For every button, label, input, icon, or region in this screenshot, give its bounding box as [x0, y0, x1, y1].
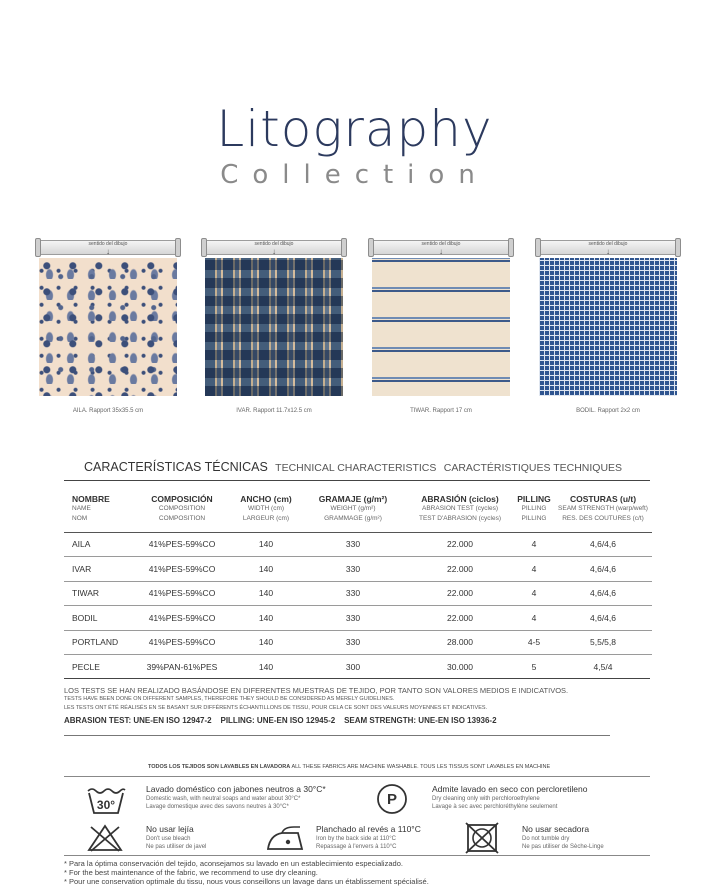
- spec-table: [64, 490, 652, 679]
- cell-abrasion: 22.000: [447, 612, 473, 623]
- cell-seam: 4,5/4: [593, 662, 613, 672]
- cell-composition: 41%PES-59%CO: [148, 563, 216, 574]
- care-no-bleach-en: Don't use bleach: [146, 836, 191, 842]
- test-notes: [64, 686, 664, 725]
- swatch-ivar: [201, 236, 347, 396]
- swatch-bodil: [535, 236, 681, 396]
- table-row: [64, 630, 652, 655]
- care-no-tumble-dry: [522, 824, 604, 851]
- cell-pilling: 5: [531, 662, 537, 672]
- cell-weight: 330: [345, 539, 361, 550]
- no-bleach-icon: [86, 823, 124, 853]
- swatch-caption: IVAR. Rapport 11.7x12.5 cm: [236, 408, 312, 414]
- cell-name: AILA: [72, 539, 91, 550]
- cell-width: 140: [258, 662, 274, 672]
- col-header-pilling: PILLING PILLING PILLING: [517, 494, 551, 522]
- roll-direction-label: sentido del dibujo: [588, 241, 628, 247]
- care-heading-en-fr: ALL THESE FABRICS ARE MACHINE WASHABLE. TOUS LES TISSUS SONT LAVABLES EN MACHINE: [291, 764, 551, 770]
- cell-weight: 300: [345, 662, 361, 672]
- table-row: [64, 606, 652, 631]
- col-header-weight: GRAMAJE (g/m²) WEIGHT (g/m²) GRAMMAGE (g/m²): [318, 494, 388, 522]
- cell-composition: 39%PAN-61%PES: [146, 662, 218, 672]
- care-no-bleach-es: No usar lejía: [146, 824, 194, 834]
- cell-abrasion: 22.000: [447, 539, 473, 550]
- footer-note-fr: * Pour une conservation optimale du tissu, nous vous conseillons un lavage dans un établissement spécialisé.: [64, 877, 429, 886]
- cell-composition: 41%PES-59%CO: [148, 539, 216, 550]
- cell-name: PORTLAND: [72, 637, 119, 648]
- swatch-caption: TIWAR. Rapport 17 cm: [410, 408, 472, 414]
- cell-name: PECLE: [72, 662, 100, 672]
- col-header-seam: COSTURAS (u/t) SEAM STRENGTH (warp/weft) RES. DES COUTURES (c/t): [558, 494, 648, 522]
- cell-pilling: 4-5: [527, 637, 541, 648]
- cell-composition: 41%PES-59%CO: [148, 612, 216, 623]
- tech-title-es: CARACTERÍSTICAS TÉCNICAS: [84, 460, 268, 474]
- cell-seam: 4,6/4,6: [590, 563, 616, 574]
- cell-abrasion: 30.000: [447, 662, 473, 672]
- care-iron-fr: Repassage à l'envers à 110°C: [316, 844, 397, 850]
- cell-pilling: 4: [531, 563, 537, 574]
- care-no-bleach-fr: Ne pas utiliser de javel: [146, 844, 207, 850]
- cell-weight: 330: [345, 612, 361, 623]
- col-header-width: ANCHO (cm) WIDTH (cm) LARGEUR (cm): [240, 494, 292, 522]
- table-row: [64, 532, 652, 557]
- cell-pilling: 4: [531, 539, 537, 550]
- section-divider: [64, 678, 650, 679]
- arrow-down-icon: ↓: [606, 247, 610, 256]
- care-dry-clean-fr: Lavage à sec avec perchloréthylène seulement: [432, 804, 558, 810]
- cell-abrasion: 28.000: [447, 637, 473, 648]
- fabric-pattern-floral: [39, 258, 177, 396]
- cell-width: 140: [258, 563, 274, 574]
- roll-direction-label: sentido del dibujo: [254, 241, 294, 247]
- cell-composition: 41%PES-59%CO: [148, 637, 216, 648]
- dry-clean-p-icon: [376, 783, 408, 815]
- footer-note-en: * For the best maintenance of the fabric, we recommend to use dry cleaning.: [64, 868, 318, 877]
- care-no-tumble-dry-en: Do not tumble dry: [522, 836, 570, 842]
- cell-name: TIWAR: [72, 588, 100, 599]
- table-row: [64, 655, 652, 680]
- care-wash-en: Domestic wash, with neutral soaps and water about 30°C*: [146, 796, 301, 802]
- cell-abrasion: 22.000: [447, 588, 473, 599]
- cell-weight: 330: [345, 588, 361, 599]
- cell-weight: 330: [345, 563, 361, 574]
- table-row: [64, 581, 652, 606]
- care-wash: [146, 784, 326, 811]
- footer-notes: [64, 859, 429, 887]
- care-dry-clean-es: Admite lavado en seco con percloretileno: [432, 784, 588, 794]
- cell-seam: 4,6/4,6: [590, 612, 616, 623]
- cell-abrasion: 22.000: [447, 563, 473, 574]
- care-wash-fr: Lavage domestique avec des savons neutres à 30°C*: [146, 804, 289, 810]
- care-no-bleach: [146, 824, 206, 851]
- fabric-roll: [535, 236, 681, 258]
- arrow-down-icon: ↓: [272, 247, 276, 256]
- fabric-roll: [368, 236, 514, 258]
- table-row: [64, 557, 652, 582]
- note-es: LOS TESTS SE HAN REALIZADO BASÁNDOSE EN DIFERENTES MUESTRAS DE TEJIDO, POR TANTO SON VALORES MEDIOS E INDICATIVOS.: [64, 686, 569, 695]
- cell-seam: 4,6/4,6: [590, 588, 616, 599]
- cell-weight: 330: [345, 637, 361, 648]
- iron-low-heat-icon: [264, 823, 308, 853]
- care-iron: [316, 824, 421, 851]
- tech-title-en: TECHNICAL CHARACTERISTICS: [275, 462, 437, 474]
- care-dry-clean-en: Dry cleaning only with perchloroethylene: [432, 796, 540, 802]
- note-fr: LES TESTS ONT ÉTÉ RÉALISÉS EN SE BASANT SUR DIFFÉRENTS ÉCHANTILLONS DE TISSU, POUR CELA CE SONT DES VALEURS MOYENNES ET INDICATIVES.: [64, 705, 488, 711]
- cell-name: BODIL: [72, 612, 98, 623]
- care-dry-clean: [432, 784, 587, 811]
- cell-width: 140: [258, 588, 274, 599]
- col-header-name: NOMBRE NAME NOM: [72, 494, 110, 522]
- wash-temp-label: 30°: [96, 798, 116, 812]
- swatch-caption: AILA. Rapport 35x35.5 cm: [72, 408, 144, 414]
- swatch-tiwar: [368, 236, 514, 396]
- fabric-roll: [35, 236, 181, 258]
- section-divider: [64, 480, 650, 481]
- fabric-pattern-gingham: [539, 258, 677, 396]
- fabric-pattern-stripes: [372, 258, 510, 396]
- care-instructions: [64, 776, 650, 856]
- fabric-pattern-plaid: [205, 258, 343, 396]
- tech-section-title: [84, 460, 622, 474]
- care-iron-es: Planchado al revés a 110°C: [316, 824, 421, 834]
- arrow-down-icon: ↓: [106, 247, 110, 256]
- wash-30-icon: [86, 783, 126, 815]
- dry-clean-letter: P: [386, 791, 398, 808]
- cell-pilling: 4: [531, 588, 537, 599]
- cell-name: IVAR: [72, 563, 92, 574]
- col-header-abrasion: ABRASIÓN (ciclos) ABRASION TEST (cycles) TEST D'ABRASION (cycles): [418, 494, 502, 522]
- swatch-caption: BODIL. Rapport 2x2 cm: [576, 408, 640, 414]
- care-no-tumble-dry-fr: Ne pas utiliser de Sèche-Linge: [522, 844, 604, 850]
- spec-header-row: [64, 490, 652, 532]
- cell-seam: 5,5/5,8: [590, 637, 616, 648]
- cell-width: 140: [258, 612, 274, 623]
- care-heading: [148, 764, 550, 770]
- collection-title: Litography: [216, 100, 493, 158]
- cell-width: 140: [258, 539, 274, 550]
- cell-seam: 4,6/4,6: [590, 539, 616, 550]
- care-no-tumble-dry-es: No usar secadora: [522, 824, 590, 834]
- swatch-aila: [35, 236, 181, 396]
- col-header-composition: COMPOSICIÓN COMPOSITION COMPOSITION: [151, 494, 213, 522]
- section-divider: [64, 735, 610, 736]
- roll-direction-label: sentido del dibujo: [421, 241, 461, 247]
- fabric-roll: [201, 236, 347, 258]
- cell-pilling: 4: [531, 612, 537, 623]
- arrow-down-icon: ↓: [439, 247, 443, 256]
- cell-composition: 41%PES-59%CO: [148, 588, 216, 599]
- roll-direction-label: sentido del dibujo: [88, 241, 128, 247]
- care-iron-en: Iron by the back side at 110°C: [316, 836, 397, 842]
- care-heading-es: TODOS LOS TEJIDOS SON LAVABLES EN LAVADORA: [148, 764, 291, 770]
- tech-title-fr: CARACTÉRISTIQUES TECHNIQUES: [443, 462, 623, 474]
- note-en: TESTS HAVE BEEN DONE ON DIFFERENT SAMPLES, THEREFORE THEY SHOULD BE CONSIDERED AS MERELY GUIDELINES.: [64, 696, 395, 702]
- cell-width: 140: [258, 637, 274, 648]
- test-standards: ABRASION TEST: UNE-EN ISO 12947-2 PILLING: UNE-EN ISO 12945-2 SEAM STRENGTH: UNE-EN ISO 13936-2: [64, 716, 497, 725]
- care-wash-es: Lavado doméstico con jabones neutros a 30°C*: [146, 784, 326, 794]
- footer-note-es: * Para la óptima conservación del tejido, aconsejamos su lavado en un establecimiento especializado.: [64, 859, 403, 868]
- no-tumble-dry-icon: [464, 821, 500, 855]
- collection-subtitle: Collection: [220, 160, 489, 190]
